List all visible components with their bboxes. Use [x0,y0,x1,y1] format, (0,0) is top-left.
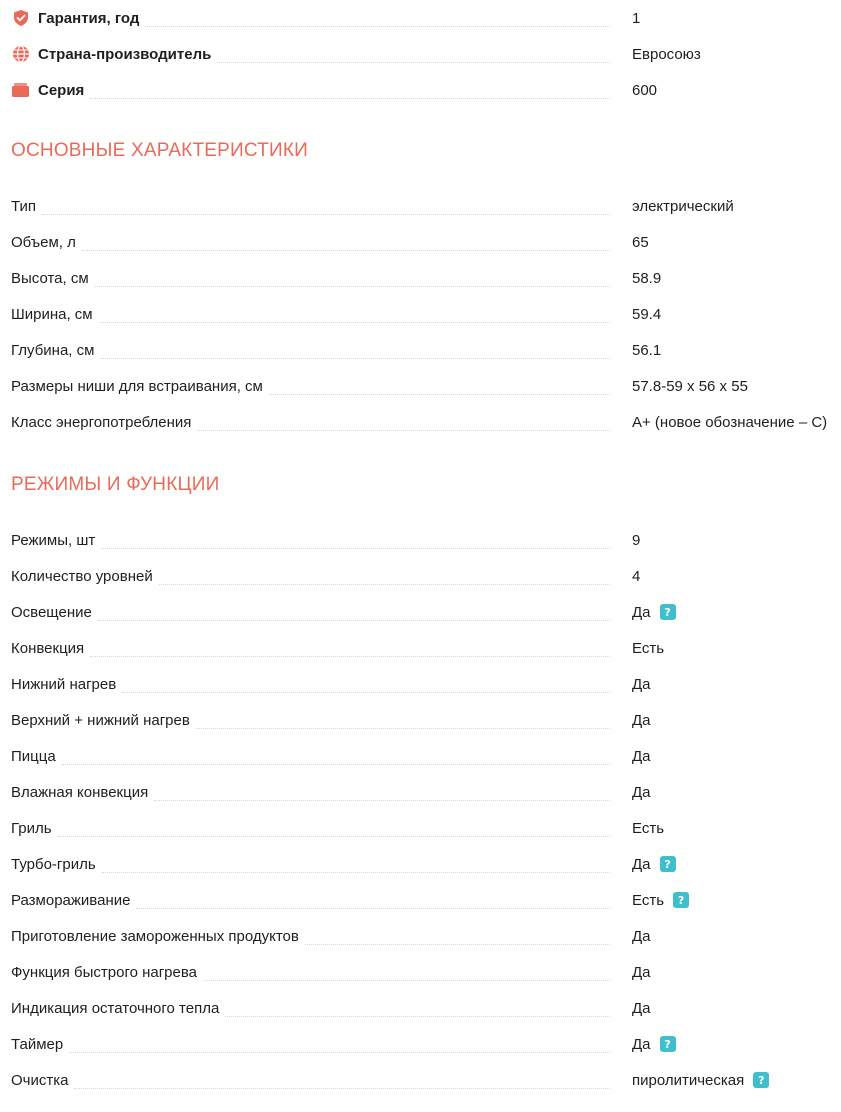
spec-value: Да [632,603,651,621]
spec-label: Класс энергопотребления [11,414,197,431]
spec-row-country [11,36,837,72]
modes-functions-list [11,522,837,1098]
spec-row [11,404,837,440]
spec-row [11,1026,837,1062]
spec-value: пиролитическая [632,1071,745,1089]
spec-label: Размораживание [11,892,136,909]
spec-row [11,990,837,1026]
spec-label: Влажная конвекция [11,784,154,801]
spec-row [11,558,837,594]
spec-row [11,594,837,630]
spec-label: Режимы, шт [11,532,101,549]
dotted-leader [90,97,610,99]
dotted-leader [62,763,610,765]
spec-label: Функция быстрого нагрева [11,964,203,981]
dotted-leader [99,321,610,323]
dotted-leader [95,285,610,287]
dotted-leader [100,357,610,359]
spec-row [11,738,837,774]
spec-label: Тип [11,198,42,215]
spec-value: 1 [632,9,641,27]
spec-row [11,224,837,260]
spec-row [11,846,837,882]
help-icon[interactable]: ? [660,604,676,620]
dotted-leader [159,583,610,585]
spec-value: Да [632,963,651,981]
spec-value: Да [632,999,651,1017]
spec-value: A+ (новое обозначение – C) [632,413,828,431]
spec-row [11,774,837,810]
spec-value: электрический [632,197,734,215]
dotted-leader [90,655,610,657]
dotted-leader [74,1087,610,1089]
spec-page [11,0,837,1098]
spec-value: 56.1 [632,341,662,359]
dotted-leader [196,727,610,729]
help-icon[interactable]: ? [673,892,689,908]
spec-label: Индикация остаточного тепла [11,1000,225,1017]
help-icon[interactable]: ? [660,856,676,872]
dotted-leader [203,979,610,981]
dotted-leader [154,799,610,801]
section-title-main-specs: ОСНОВНЫЕ ХАРАКТЕРИСТИКИ [11,140,308,161]
spec-value: Да [632,675,651,693]
spec-label: Таймер [11,1036,69,1053]
spec-label: Серия [38,82,90,99]
spec-row [11,260,837,296]
spec-label: Нижний нагрев [11,676,122,693]
shield-check-icon [11,9,30,28]
spec-value: Есть [632,819,665,837]
dotted-leader [136,907,610,909]
dotted-leader [98,619,610,621]
spec-value: 57.8-59 x 56 x 55 [632,377,748,395]
spec-label: Высота, см [11,270,95,287]
spec-row [11,332,837,368]
spec-value: Есть [632,891,665,909]
dotted-leader [102,871,610,873]
spec-label: Очистка [11,1072,74,1089]
spec-value: 58.9 [632,269,662,287]
help-icon[interactable]: ? [753,1072,769,1088]
spec-value: 65 [632,233,649,251]
dotted-leader [82,249,610,251]
spec-label: Пицца [11,748,62,765]
dotted-leader [145,25,610,27]
dotted-leader [58,835,610,837]
spec-value: Есть [632,639,665,657]
spec-row-series [11,72,837,108]
spec-row [11,630,837,666]
dotted-leader [217,61,610,63]
spec-label: Приготовление замороженных продуктов [11,928,305,945]
section-title-modes-functions: РЕЖИМЫ И ФУНКЦИИ [11,474,220,495]
main-specs-list [11,188,837,440]
spec-label: Верхний + нижний нагрев [11,712,196,729]
dotted-leader [225,1015,610,1017]
spec-label: Объем, л [11,234,82,251]
spec-value: Евросоюз [632,45,701,63]
globe-icon [11,45,30,64]
dotted-leader [197,429,610,431]
spec-row [11,882,837,918]
help-icon[interactable]: ? [660,1036,676,1052]
spec-row [11,666,837,702]
spec-row [11,954,837,990]
spec-row [11,368,837,404]
spec-row-warranty [11,0,837,36]
spec-value: 59.4 [632,305,662,323]
dotted-leader [42,213,610,215]
spec-value: Да [632,855,651,873]
dotted-leader [122,691,610,693]
spec-row [11,522,837,558]
spec-value: Да [632,1035,651,1053]
spec-value: Да [632,783,651,801]
spec-row [11,296,837,332]
spec-value: 9 [632,531,641,549]
spec-row [11,702,837,738]
spec-label: Страна-производитель [38,46,217,63]
spec-value: Да [632,747,651,765]
box-icon [11,81,30,100]
dotted-leader [69,1051,610,1053]
dotted-leader [101,547,610,549]
spec-label: Глубина, см [11,342,100,359]
spec-label: Гриль [11,820,58,837]
spec-label: Гарантия, год [38,10,145,27]
spec-value: Да [632,711,651,729]
top-specs-list [11,0,837,108]
spec-value: 600 [632,81,658,99]
spec-row [11,188,837,224]
spec-value: Да [632,927,651,945]
spec-label: Ширина, см [11,306,99,323]
spec-label: Турбо-гриль [11,856,102,873]
spec-label: Размеры ниши для встраивания, см [11,378,269,395]
spec-label: Освещение [11,604,98,621]
spec-row [11,918,837,954]
dotted-leader [269,393,610,395]
spec-value: 4 [632,567,641,585]
spec-label: Количество уровней [11,568,159,585]
spec-row [11,1062,837,1098]
dotted-leader [305,943,610,945]
spec-label: Конвекция [11,640,90,657]
spec-row [11,810,837,846]
